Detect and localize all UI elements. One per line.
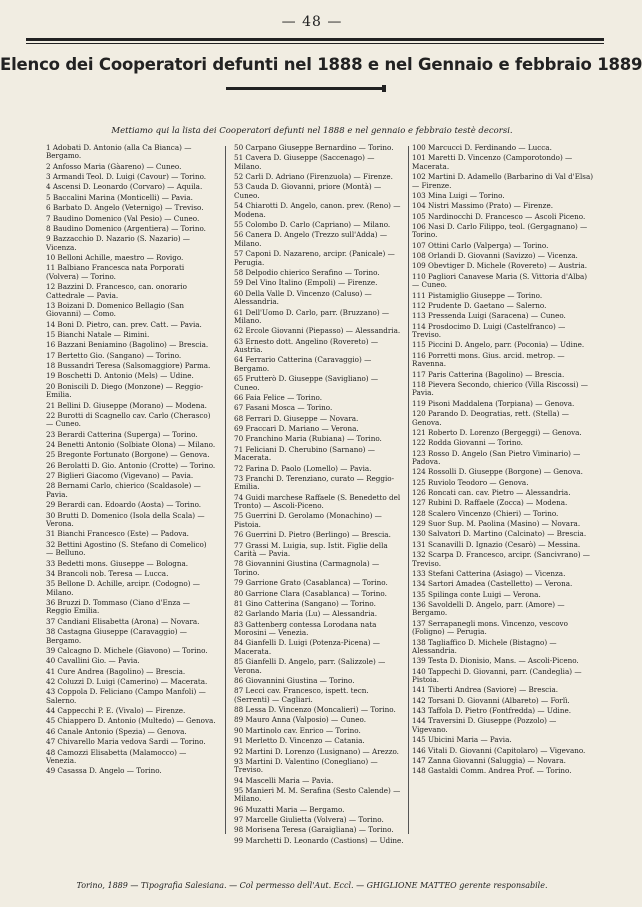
list-item: 62 Ercole Giovanni (Piepasso) — Alessandria. — [234, 326, 401, 336]
list-item: 134 Sartori Amadea (Castelletto) — Verona. — [412, 579, 573, 589]
list-item: 14 Boni D. Pietro, can. prev. Catt. — Pavia. — [46, 319, 202, 329]
list-item: 143 Taffola D. Pietro (Fontfredda) — Udine. — [412, 706, 571, 716]
list-item: 32 Bettini Agostino (S. Stefano di Comelico) — Belluno. — [46, 539, 207, 558]
list-item: 127 Rubini D. Raffaele (Zocca) — Modena. — [412, 498, 568, 508]
list-item: 85 Gianfelli D. Angelo, parr. (Salizzole) — Verona. — [234, 657, 386, 675]
list-item: 8 Baudino Domenico (Argentiera) — Torino. — [46, 223, 206, 233]
list-item: 80 Garrione Clara (Casablanca) — Torino. — [234, 588, 387, 598]
column-3 — [412, 144, 594, 834]
list-item: 75 Guerrini D. Gerolamo (Monachino) — Pistoia. — [234, 511, 382, 529]
list-item: 12 Bazzini D. Francesco, can. onorario Cattedrale — Pavia. — [46, 282, 187, 300]
list-item: 145 Ubicini Maria — Pavia. — [412, 735, 512, 745]
list-item: 27 Biglieri Giacomo (Vigevano) — Pavia. — [46, 471, 194, 481]
list-item: 140 Tappechi D. Giovanni, parr. (Candeglia) — Pistoia. — [412, 666, 582, 685]
list-item: 2 Anfosso Maria (Gàareno) — Cuneo. — [46, 161, 182, 171]
list-item: 69 Fraccari D. Mariano — Verona. — [234, 424, 359, 434]
list-item: 125 Ruviolo Teodoro — Genova. — [412, 477, 529, 487]
list-item: 45 Chiappero D. Antonio (Multedo) — Genova. — [46, 716, 216, 726]
list-item: 84 Gianfelli D. Luigi (Potenza-Picena) — Macerata. — [234, 638, 380, 656]
list-item: 1 Adobati D. Antonio (alla Ca Bianca) — Bergamo. — [46, 143, 192, 161]
list-item: 26 Berolatti D. Gio. Antonio (Crotte) — Torino. — [46, 460, 216, 470]
list-item: 38 Castagna Giuseppe (Caravaggio) — Bergamo. — [46, 627, 187, 645]
list-item: 76 Guerrini D. Pietro (Berlingo) — Brescia. — [234, 530, 391, 540]
list-item: 111 Pistamiglio Giuseppe — Torino. — [412, 290, 543, 300]
intro-text: Mettiamo qui la lista dei Cooperatori defunti nel 1888 e nel gennaio e febbraio testè decorsi. — [111, 126, 513, 136]
list-item: 147 Zanna Giovanni (Saluggia) — Novara. — [412, 755, 566, 765]
list-item: 33 Bedetti mons. Giuseppe — Bologna. — [46, 558, 189, 568]
list-item: 11 Balbiano Francesca nata Porporati (Volvera) — Torino. — [46, 263, 185, 281]
list-item: 73 Franchi D. Terenziano, curato — Reggio-Emilia. — [234, 473, 395, 492]
list-item: 99 Marchetti D. Leonardo (Castions) — Udine. — [234, 835, 404, 845]
top-rule-thin — [26, 43, 604, 44]
list-item: 72 Farina D. Paolo (Lomello) — Pavia. — [234, 463, 372, 473]
list-item: 98 Morisena Teresa (Garaigliana) — Torino. — [234, 825, 394, 835]
list-item: 83 Gattenberg contessa Lorodana nata Morosini — Venezia. — [234, 619, 377, 638]
list-item: 7 Baudino Domenico (Val Pesio) — Cuneo. — [46, 213, 200, 223]
list-item: 113 Pressenda Luigi (Saracena) — Cuneo. — [412, 311, 566, 321]
list-item: 10 Belloni Achille, maestro — Rovigo. — [46, 253, 184, 262]
list-item: 49 Casassa D. Angelo — Torino. — [46, 766, 162, 776]
page-number: — 48 — — [281, 14, 343, 30]
list-item: 71 Feliciani D. Cherubino (Sarnano) — Macerata. — [234, 444, 375, 463]
list-item: 81 Gino Catterina (Sangano) — Torino. — [234, 598, 376, 608]
list-item: 15 Bianchi Natale — Rimini. — [46, 330, 150, 340]
list-item: 117 Paris Catterina (Bagolino) — Brescia. — [412, 369, 565, 379]
list-item: 58 Delpodio chierico Serafino — Torino. — [234, 268, 380, 278]
list-item: 67 Fasani Mosca — Torino. — [234, 403, 333, 413]
list-item: 108 Orlandi D. Giovanni (Savizzo) — Vicenza. — [412, 251, 578, 261]
list-item: 16 Bazzani Beniamino (Bagolino) — Brescia. — [46, 340, 209, 350]
list-item: 138 Tagliaffico D. Michele (Bistagno) — Alessandria. — [412, 637, 557, 655]
list-item: 101 Maretti D. Vincenzo (Camporotondo) — Macerata. — [412, 153, 573, 171]
list-item: 4 Ascensi D. Leonardo (Corvaro) — Aquila. — [46, 182, 203, 192]
top-rule-thick — [26, 38, 604, 41]
printer-imprint: Torino, 1889 — Tipografia Salesiana. — Col permesso dell'Aut. Eccl. — GHIGLIONE MATTEO gerente responsabile. — [76, 881, 548, 890]
list-item: 63 Ernesto dott. Angelino (Rovereto) — Austria. — [234, 336, 379, 355]
list-item: 30 Brutti D. Domenico (Isola della Scala) — Verona. — [46, 510, 205, 529]
list-item: 133 Stefani Catterina (Asiago) — Vicenza. — [412, 568, 566, 578]
list-item: 29 Berardi can. Edoardo (Aosta) — Torino. — [46, 500, 202, 510]
list-item: 103 Mina Luigi — Torino. — [412, 190, 505, 200]
list-item: 130 Salvatori D. Martino (Calcinato) — Brescia. — [412, 529, 587, 539]
list-item: 41 Cure Andrea (Bagolino) — Brescia. — [46, 666, 186, 676]
list-item: 44 Cappecchi P. E. (Vivalo) — Firenze. — [46, 706, 186, 716]
list-item: 112 Prudente D. Gaetano — Salerno. — [412, 300, 547, 310]
list-item: 86 Giovannini Giustina — Torino. — [234, 675, 355, 685]
list-item: 48 Camozzi Elisabetta (Malamocco) — Venezia. — [46, 747, 187, 765]
list-item: 57 Caponi D. Nazareno, arcipr. (Panicale) — Perugia. — [234, 249, 395, 267]
list-item: 90 Martinolo cav. Enrico — Torino. — [234, 725, 361, 735]
column-1 — [46, 144, 216, 834]
list-item: 136 Savoldelli D. Angelo, parr. (Amore) — Bergamo. — [412, 599, 565, 618]
list-item: 148 Gastaldi Comm. Andrea Prof. — Torino. — [412, 766, 572, 776]
list-item: 40 Cavallini Gio. — Pavia. — [46, 656, 140, 666]
list-item: 121 Roberto D. Lorenzo (Bergeggi) — Genova. — [412, 427, 582, 437]
list-item: 20 Boniscili D. Diego (Monzone) — Reggio-Emilia. — [46, 381, 204, 400]
list-item: 78 Giovannini Giustina (Carmagnola) — Torino. — [234, 559, 380, 577]
list-item: 94 Mascelli Maria — Pavia. — [234, 775, 334, 785]
list-item: 107 Ottini Carlo (Valperga) — Torino. — [412, 240, 549, 250]
list-item: 91 Merletto D. Vincenzo — Catania. — [234, 736, 365, 746]
list-item: 135 Spilinga conte Luigi — Verona. — [412, 589, 541, 599]
list-item: 39 Calcagno D. Michele (Giavono) — Torino. — [46, 645, 208, 655]
list-item: 87 Lecci cav. Francesco, ispett. tecn. (Serrenti) — Cagliari. — [234, 686, 369, 704]
list-item: 18 Bussandri Teresa (Salsomaggiore) Parma. — [46, 361, 211, 371]
list-item: 93 Martini D. Valentino (Conegliano) — Treviso. — [234, 756, 378, 775]
list-item: 5 Baccalini Marina (Monticelli) — Pavia. — [46, 192, 193, 202]
list-item: 95 Manieri M. M. Serafina (Sesto Calende) — Milano. — [234, 785, 401, 804]
list-item: 120 Parando D. Deogratias, rett. (Stella) — Genova. — [412, 409, 569, 427]
list-item: 141 Tiberti Andrea (Saviore) — Brescia. — [412, 685, 559, 695]
list-item: 137 Serrapanegli mons. Vincenzo, vescovo (Foligno) — Perugia. — [412, 618, 568, 637]
list-item: 43 Coppola D. Feliciano (Campo Manfoli) — Salerno. — [46, 687, 206, 705]
list-item: 6 Barbato D. Angelo (Veternigo) — Treviso. — [46, 203, 204, 213]
list-item: 13 Boizani D. Domenico Bellagio (San Giovanni) — Como. — [46, 300, 184, 319]
list-item: 36 Bruzzi D. Tommaso (Ciano d'Enza — Reggio Emilia. — [46, 598, 190, 616]
list-item: 74 Guidi marchese Raffaele (S. Benedetto del Tronto) — Ascoli-Piceno. — [234, 492, 401, 511]
column-divider — [408, 146, 409, 834]
list-item: 47 Chivarello Maria vedova Sardi — Torino. — [46, 737, 206, 747]
list-item: 68 Ferrari D. Giuseppe — Novara. — [234, 413, 359, 423]
list-item: 114 Prosdocimo D. Luigi (Castelfranco) — Treviso. — [412, 321, 566, 340]
list-item: 124 Rossolli D. Giuseppe (Borgone) — Genova. — [412, 467, 583, 477]
list-item: 89 Mauro Anna (Valposio) — Cuneo. — [234, 715, 366, 725]
list-item: 144 Traversini D. Giuseppe (Pozzolo) — Vigevano. — [412, 716, 557, 734]
list-item: 122 Rodda Giovanni — Torino. — [412, 438, 523, 448]
column-divider — [225, 146, 226, 834]
list-item: 79 Garrione Grato (Casablanca) — Torino. — [234, 578, 388, 588]
list-item: 19 Boschetti D. Antonio (Mels) — Udine. — [46, 371, 194, 381]
title-ornament-rule — [226, 85, 386, 92]
list-item: 22 Burotti di Scagnello cav. Carlo (Cherasco) — Cuneo. — [46, 410, 211, 429]
list-item: 97 Marcelle Giulietta (Volvera) — Torino. — [234, 815, 384, 825]
column-2 — [234, 143, 404, 845]
list-item: 61 Dell'Uomo D. Carlo, parr. (Bruzzano) — Milano. — [234, 307, 390, 325]
list-item: 142 Torsani D. Giovanni (Albareto) — Forlì. — [412, 695, 570, 705]
list-item: 92 Martini D. Lorenzo (Lusignano) — Arezzo. — [234, 746, 399, 756]
list-item: 65 Frutterò D. Giuseppe (Savigliano) — Cuneo. — [234, 374, 379, 392]
list-item: 110 Pagliori Canavese Maria (S. Vittoria d'Alba) — Cuneo. — [412, 271, 588, 290]
list-item: 59 Del Vino Italino (Empoli) — Firenze. — [234, 278, 378, 288]
list-item: 88 Lessa D. Vincenzo (Moncalieri) — Torino. — [234, 705, 396, 715]
list-item: 139 Testa D. Dionisio, Mans. — Ascoli-Piceno. — [412, 656, 579, 666]
list-item: 132 Scarpa D. Francesco, arcipr. (Sancivrano) — Treviso. — [412, 550, 590, 568]
list-item: 9 Bazzacchio D. Nazario (S. Nazario) — Vicenza. — [46, 234, 190, 252]
list-item: 100 Marcucci D. Ferdinando — Lucca. — [412, 143, 552, 152]
list-item: 54 Chiarotti D. Angelo, canon. prev. (Reno) — Modena. — [234, 201, 401, 219]
list-item: 34 Brancoli nob. Teresa — Lucca. — [46, 568, 169, 578]
list-item: 109 Obevtiger D. Michele (Rovereto) — Austria. — [412, 261, 588, 271]
list-item: 28 Bernami Carlo, chierico (Scaldasole) — Pavia. — [46, 481, 201, 499]
list-item: 53 Cauda D. Giovanni, priore (Montà) — Cuneo. — [234, 182, 382, 200]
list-item: 104 Nistri Massimo (Prato) — Firenze. — [412, 201, 554, 211]
list-item: 131 Scanavilli D. Ignazio (Cesarò) — Messina. — [412, 539, 581, 549]
list-item: 17 Bertetto Gio. (Sangano) — Torino. — [46, 350, 182, 360]
list-item: 37 Candiani Elisabetta (Arona) — Novara. — [46, 616, 200, 626]
list-item: 70 Franchino Maria (Rubiana) — Torino. — [234, 434, 382, 444]
list-item: 55 Colombo D. Carlo (Capriano) — Milano. — [234, 220, 391, 230]
list-item: 82 Garlando Maria (Lu) — Alessandria. — [234, 609, 377, 619]
list-item: 126 Roncati can. cav. Pietro — Alessandria. — [412, 488, 571, 498]
list-item: 52 Carli D. Adriano (Firenzuola) — Firenze. — [234, 172, 393, 182]
list-item: 23 Berardi Catterina (Superga) — Torino. — [46, 429, 198, 439]
list-item: 31 Bianchi Francesco (Este) — Padova. — [46, 529, 189, 539]
list-item: 96 Muzatti Maria — Bergamo. — [234, 804, 345, 814]
list-item: 66 Faia Felice — Torino. — [234, 393, 322, 403]
list-item: 64 Ferrario Catterina (Caravaggio) — Bergamo. — [234, 355, 372, 373]
list-item: 128 Scalero Vincenzo (Chieri) — Torino. — [412, 508, 559, 518]
list-item: 3 Armandi Teol. D. Luigi (Cavour) — Torino. — [46, 172, 207, 182]
list-item: 105 Nardinocchi D. Francesco — Ascoli Piceno. — [412, 211, 586, 221]
list-item: 118 Pievera Secondo, chierico (Villa Riscossi) — Pavia. — [412, 379, 588, 398]
list-item: 106 Nasi D. Carlo Filippo, teol. (Gergagnano) — Torino. — [412, 221, 588, 240]
list-item: 51 Cavera D. Giuseppe (Saccenago) — Milano. — [234, 153, 375, 171]
list-item: 146 Vitali D. Giovanni (Capitolaro) — Vigevano. — [412, 745, 586, 755]
list-item: 25 Bregonte Fortunato (Borgone) — Genova. — [46, 450, 210, 460]
list-item: 46 Canale Antonio (Spezia) — Genova. — [46, 726, 187, 736]
list-item: 123 Rosso D. Angelo (San Pietro Viminario) — Padova. — [412, 448, 581, 466]
page-title: Elenco dei Cooperatori defunti nel 1888 e nel Gennaio e febbraio 1889 — [0, 55, 642, 74]
list-item: 24 Benetti Antonio (Solbiate Olona) — Milano. — [46, 440, 216, 450]
list-item: 129 Suor Sup. M. Paolina (Masino) — Novara. — [412, 519, 581, 529]
list-item: 50 Carpano Giuseppe Bernardino — Torino. — [234, 143, 394, 152]
list-item: 115 Piccini D. Angelo, parr. (Poconia) — Udine. — [412, 340, 585, 350]
list-item: 21 Bellini D. Giuseppe (Morano) — Modena. — [46, 400, 207, 410]
list-item: 56 Canera D. Angelo (Trezzo sull'Adda) — Milano. — [234, 230, 388, 248]
list-item: 42 Coluzzi D. Luigi (Camerino) — Macerata. — [46, 676, 208, 686]
list-item: 119 Pisoni Maddalena (Torpiana) — Genova. — [412, 398, 575, 408]
list-item: 102 Martini D. Adamello (Barbarino di Val d'Elsa) — Firenze. — [412, 172, 594, 190]
list-item: 116 Porretti mons. Gius. arcid. metrop. — Ravenna. — [412, 350, 565, 369]
list-item: 35 Bellone D. Achille, arcipr. (Codogno) — Milano. — [46, 579, 200, 597]
list-item: 77 Grassi M. Luigia, sup. Istit. Figlie della Carità — Pavia. — [234, 540, 388, 559]
list-item: 60 Della Valle D. Vincenzo (Caluso) — Alessandria. — [234, 288, 372, 307]
